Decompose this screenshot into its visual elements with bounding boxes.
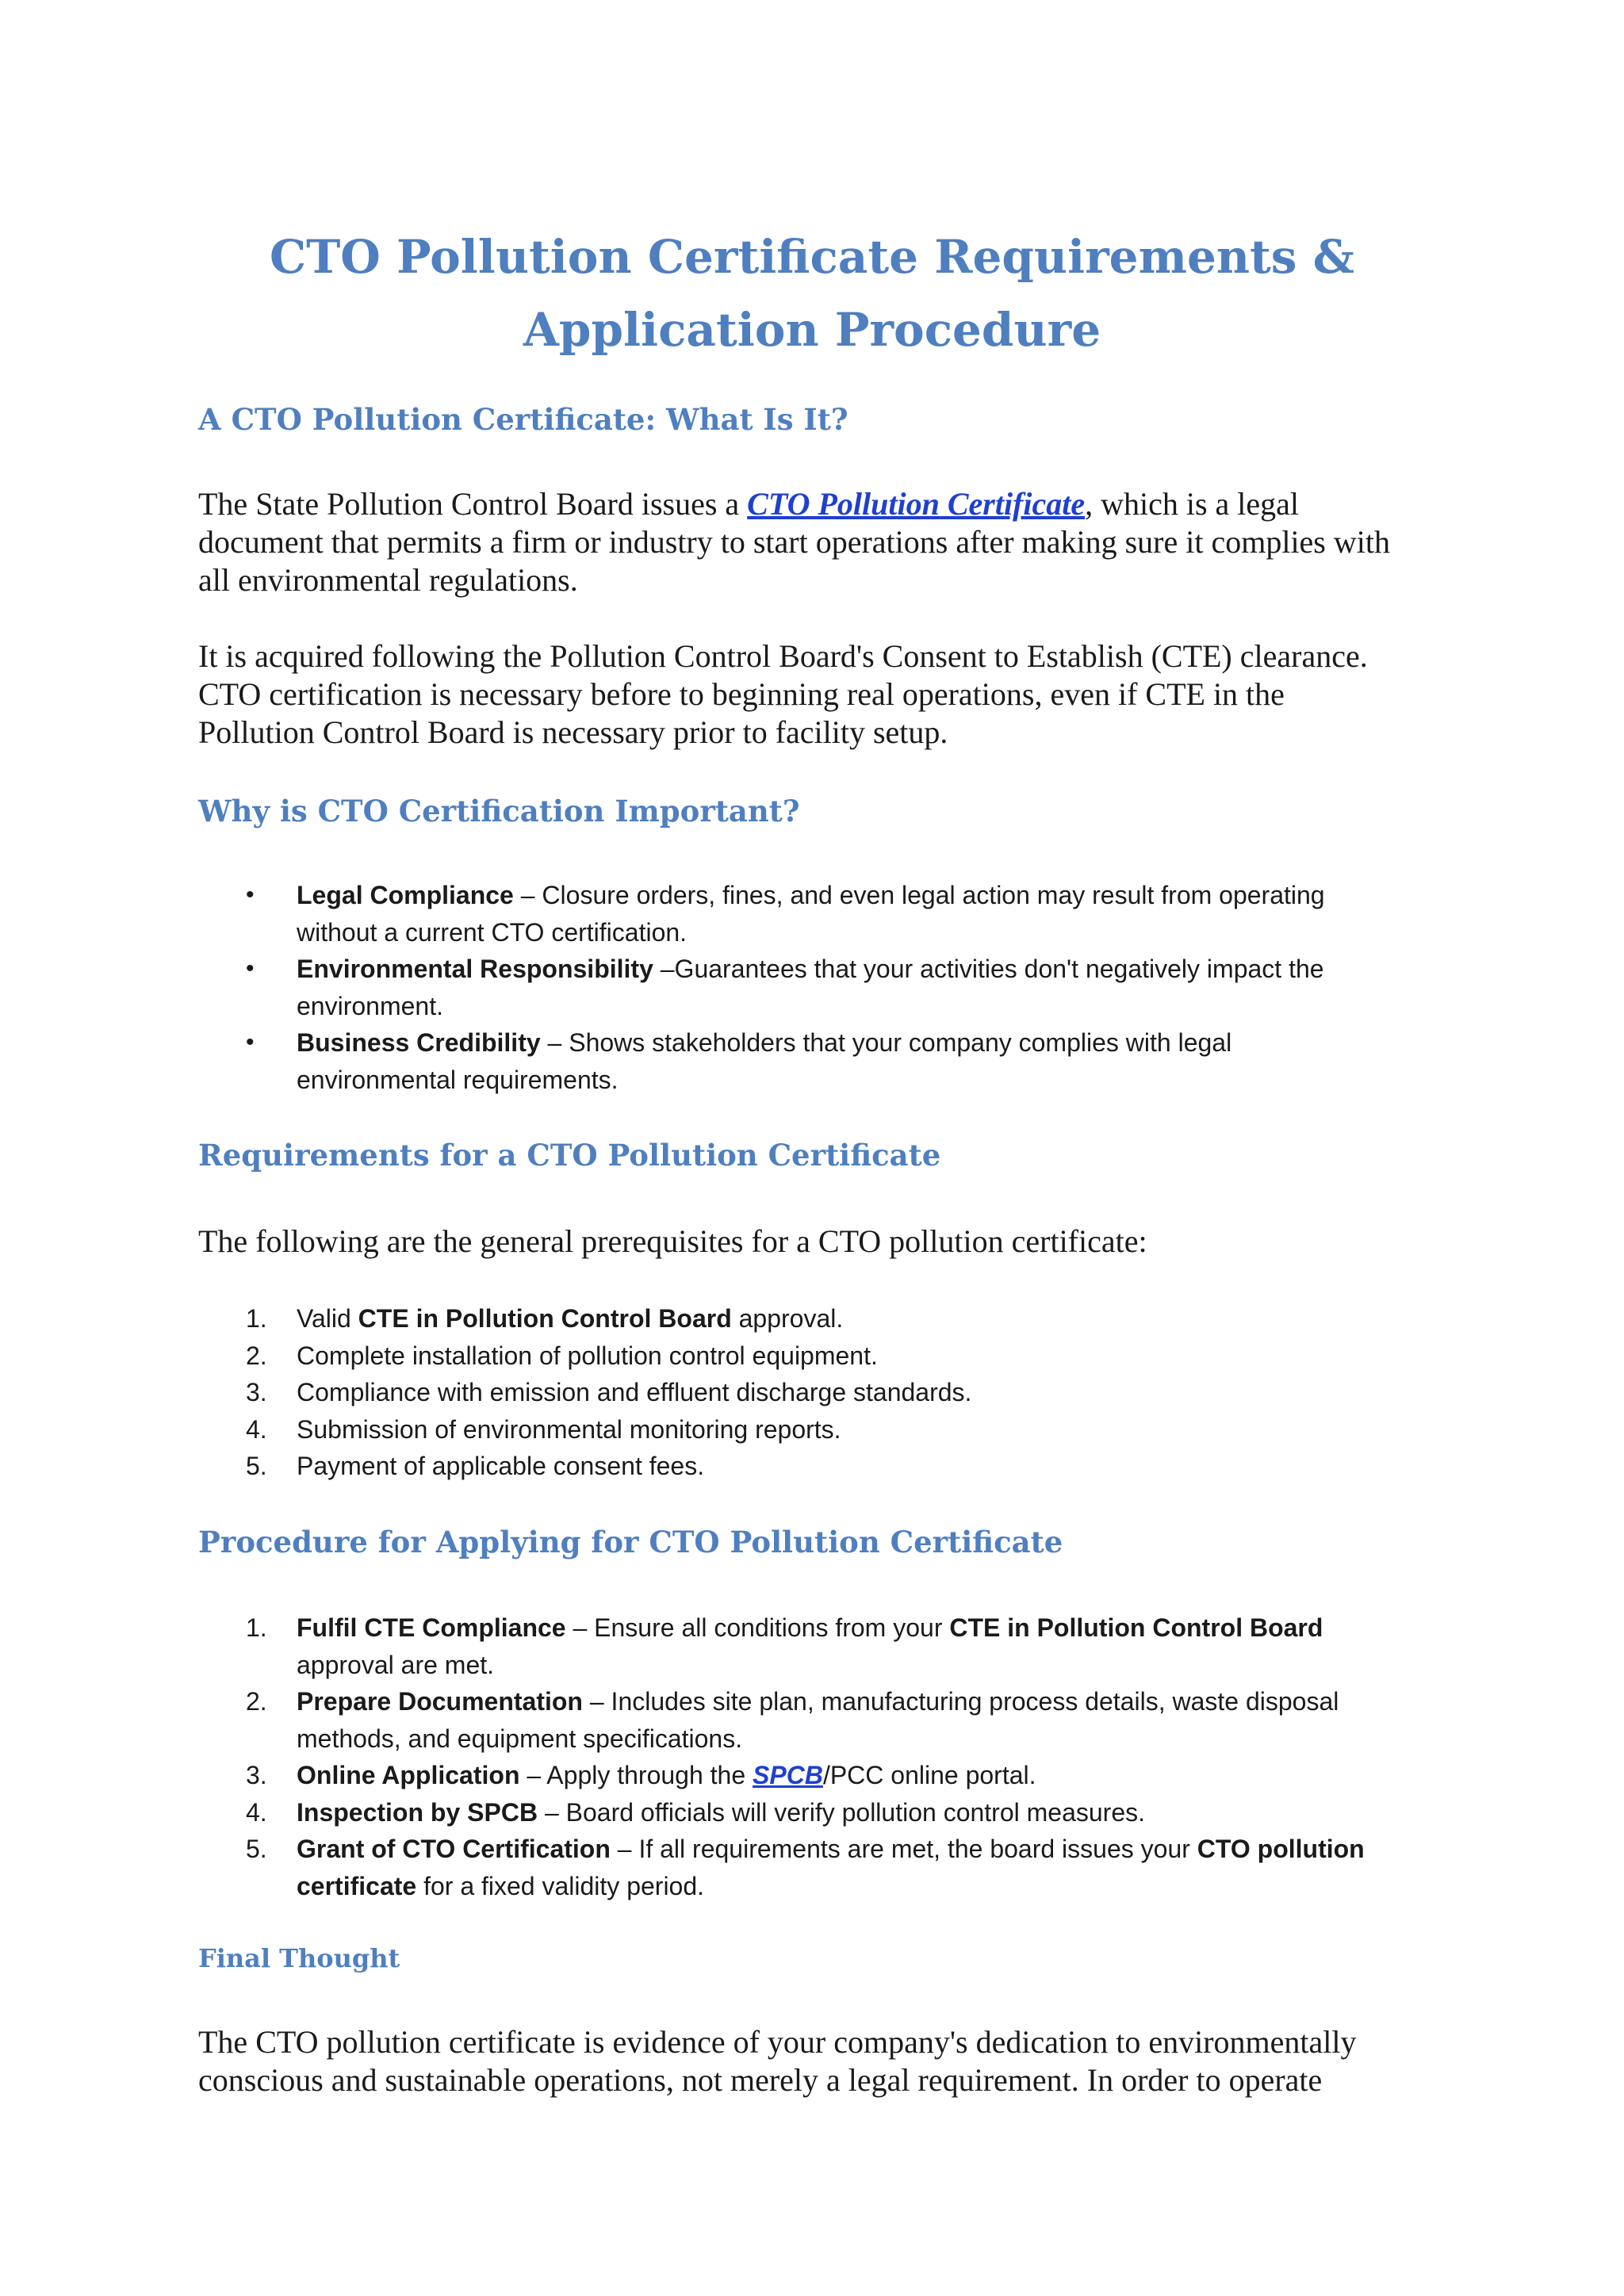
cto-certificate-link[interactable]: CTO Pollution Certificate <box>747 486 1086 522</box>
list-item <box>198 1609 1467 1683</box>
item-text: – Apply through the <box>519 1761 753 1789</box>
heading-procedure: Procedure for Applying for CTO Pollution Certificate <box>198 1525 1063 1559</box>
item-number: 4. <box>246 1797 267 1827</box>
what-paragraph-2 <box>198 637 1451 752</box>
item-bold: Inspection by SPCB <box>297 1797 538 1827</box>
item-text: – If all requirements are met, the board issues your <box>610 1835 1197 1863</box>
item-text: approval. <box>731 1304 844 1333</box>
item-text-cont: methods, and equipment specifications. <box>297 1724 743 1753</box>
what-p2-line-1: It is acquired following the Pollution Control Board's Consent to Establish (CTE) clearance. <box>198 638 1368 674</box>
bullet-icon: • <box>246 955 255 982</box>
item-number: 2. <box>246 1341 267 1370</box>
item-text: Payment of applicable consent fees. <box>297 1452 705 1480</box>
item-text-cont: environment. <box>297 991 443 1020</box>
requirements-intro-text: The following are the general prerequisites for a CTO pollution certificate: <box>198 1223 1147 1259</box>
item-text: /PCC online portal. <box>822 1761 1036 1789</box>
item-number: 1. <box>246 1613 267 1642</box>
item-text: Valid <box>297 1304 358 1333</box>
title-line-1: CTO Pollution Certificate Requirements & <box>269 230 1355 284</box>
item-bold: CTO pollution <box>1197 1835 1365 1863</box>
what-p1-post: , which is a legal <box>1085 486 1300 522</box>
heading-final-thought: Final Thought <box>198 1943 400 1973</box>
item-text: Compliance with emission and effluent discharge standards. <box>297 1378 972 1406</box>
title-line-2: Application Procedure <box>523 303 1101 357</box>
item-bold: CTE in Pollution Control Board <box>358 1304 732 1333</box>
item-text: – Ensure all conditions from your <box>565 1613 950 1642</box>
item-bold: CTE in Pollution Control Board <box>949 1613 1323 1642</box>
item-bold: Legal Compliance <box>297 881 514 909</box>
item-number: 5. <box>246 1835 267 1863</box>
final-paragraph <box>198 2023 1451 2099</box>
item-number: 5. <box>246 1452 267 1480</box>
what-paragraph-1 <box>198 485 1451 599</box>
what-p1-pre: The State Pollution Control Board issues a <box>198 486 748 522</box>
list-item <box>198 1024 1467 1098</box>
item-bold: Environmental Responsibility <box>297 955 653 983</box>
item-text: – Closure orders, fines, and even legal action may result from operating <box>513 881 1325 909</box>
item-text: – Board officials will verify pollution control measures. <box>538 1797 1146 1827</box>
requirements-intro <box>198 1223 1451 1261</box>
list-item <box>198 1794 1467 1831</box>
item-text: – Shows stakeholders that your company complies with legal <box>540 1028 1232 1057</box>
item-bold: Business Credibility <box>297 1028 541 1057</box>
item-text-cont: environmental requirements. <box>297 1065 619 1094</box>
spcb-link[interactable]: SPCB <box>753 1761 823 1789</box>
heading-why-important: Why is CTO Certification Important? <box>198 794 800 828</box>
item-bold: Prepare Documentation <box>297 1687 583 1716</box>
item-number: 4. <box>246 1414 267 1444</box>
item-text: for a fixed validity period. <box>416 1871 705 1900</box>
list-item <box>198 951 1467 1024</box>
list-item <box>198 1337 1467 1375</box>
list-item <box>198 1411 1467 1448</box>
item-text: Submission of environmental monitoring reports. <box>297 1414 841 1444</box>
requirements-list <box>198 1300 1467 1485</box>
what-p1-line-1 <box>198 485 1451 523</box>
list-item <box>198 1448 1467 1485</box>
item-text: – Includes site plan, manufacturing process details, waste disposal <box>582 1687 1339 1716</box>
why-bullet-list <box>198 877 1467 1098</box>
item-text-cont: approval are met. <box>297 1650 495 1679</box>
what-p1-line-2: document that permits a firm or industry to start operations after making sure it complies with <box>198 524 1390 560</box>
what-p2-line-3: Pollution Control Board is necessary prior to facility setup. <box>198 714 948 750</box>
item-text: Complete installation of pollution control equipment. <box>297 1341 878 1370</box>
item-number: 3. <box>246 1378 267 1406</box>
item-text-cont: without a current CTO certification. <box>297 917 688 947</box>
what-p1-line-3: all environmental regulations. <box>198 562 578 598</box>
item-bold: Grant of CTO Certification <box>297 1835 611 1863</box>
item-number: 3. <box>246 1761 267 1789</box>
final-line-2: conscious and sustainable operations, not merely a legal requirement. In order to operate <box>198 2062 1323 2098</box>
list-item <box>198 877 1467 951</box>
final-line-1: The CTO pollution certificate is evidence of your company's dedication to environmentally <box>198 2024 1357 2060</box>
procedure-list <box>198 1609 1467 1904</box>
item-bold: Fulfil CTE Compliance <box>297 1613 566 1642</box>
list-item <box>198 1757 1467 1794</box>
list-item <box>198 1831 1467 1904</box>
bullet-icon: • <box>246 882 255 908</box>
list-item <box>198 1374 1467 1411</box>
item-text: –Guarantees that your activities don't negatively impact the <box>653 955 1324 983</box>
item-bold: Online Application <box>297 1761 520 1789</box>
bullet-icon: • <box>246 1029 255 1055</box>
heading-requirements: Requirements for a CTO Pollution Certificate <box>198 1138 941 1173</box>
page-title <box>159 220 1465 366</box>
what-p2-line-2: CTO certification is necessary before to beginning real operations, even if CTE in the <box>198 676 1285 712</box>
item-bold: certificate <box>297 1871 417 1900</box>
list-item <box>198 1683 1467 1757</box>
item-number: 1. <box>246 1304 267 1333</box>
heading-what-is-it: A CTO Pollution Certificate: What Is It? <box>198 402 848 437</box>
item-number: 2. <box>246 1687 267 1716</box>
list-item <box>198 1300 1467 1337</box>
